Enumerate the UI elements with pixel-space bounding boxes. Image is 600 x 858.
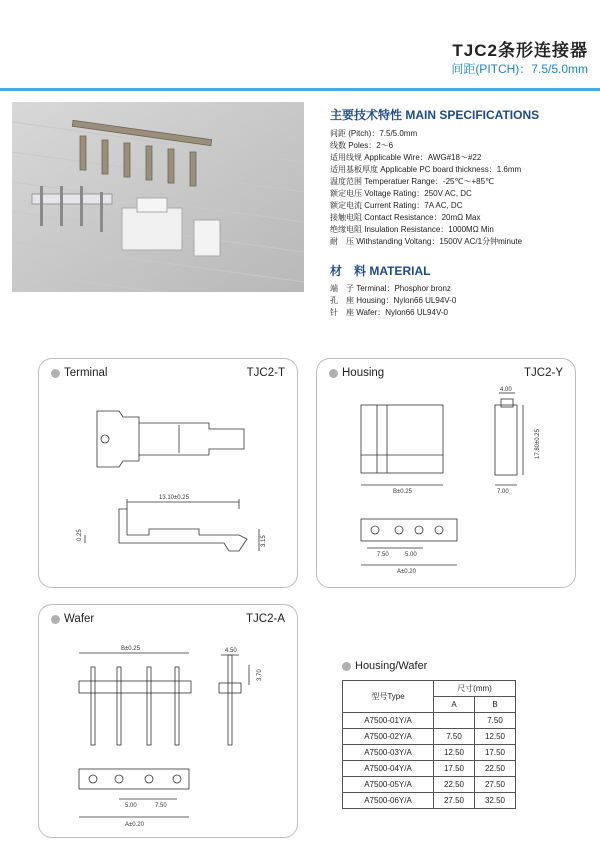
housing-panel-code: TJC2-Y	[524, 367, 563, 379]
specs-list	[330, 128, 522, 248]
table-title: Housing/Wafer	[342, 660, 427, 672]
wafer-dim-b: B±0.25	[121, 646, 140, 652]
housing-drawing	[317, 359, 575, 587]
wafer-dim-pitch2: 7.50	[155, 803, 167, 809]
housing-dim-depth: 7.00	[497, 489, 509, 495]
material-item: 孔 座 Housing：Nylon66 UL94V-0	[330, 296, 457, 305]
wafer-dim-height: 3.70	[257, 669, 263, 681]
bullet-icon	[51, 369, 60, 378]
wafer-dim-width: 4.50	[225, 648, 237, 654]
terminal-panel-code: TJC2-T	[246, 367, 285, 379]
page-title: TJC2条形连接器	[452, 41, 588, 60]
terminal-dim-length: 13.10±0.25	[159, 495, 189, 501]
specs-title: 主要技术特性 MAIN SPECIFICATIONS	[330, 108, 540, 122]
spec-item: 间距 (Pitch)：7.5/5.0mm	[330, 129, 418, 138]
bullet-icon	[329, 369, 338, 378]
bullet-icon	[342, 662, 351, 671]
housing-panel-title: Housing	[329, 367, 384, 379]
wafer-dim-pitch1: 5.00	[125, 803, 137, 809]
wafer-panel-code: TJC2-A	[246, 613, 285, 625]
wafer-dim-a: A±0.20	[125, 822, 144, 828]
header-divider	[0, 88, 600, 91]
table-row: A7500-02Y/A 7.50 12.50	[343, 729, 516, 745]
wafer-panel	[38, 604, 298, 838]
terminal-panel	[38, 358, 298, 588]
table-header-a: A	[434, 697, 475, 713]
table-row: A7500-03Y/A 12.50 17.50	[343, 745, 516, 761]
table-header-size: 尺寸(mm)	[434, 681, 516, 697]
housing-dim-pitch1: 7.50	[377, 552, 389, 558]
spec-item: 适用线规 Applicable Wire：AWG#18～#22	[330, 153, 482, 162]
spec-item: 温度范围 Temperatuer Range：-25℃～+85℃	[330, 177, 495, 186]
housing-panel	[316, 358, 576, 588]
housing-dim-height: 17.80±0.25	[535, 429, 541, 459]
bullet-icon	[51, 615, 60, 624]
terminal-dim-height: 3.15	[261, 535, 267, 547]
table-row: A7500-06Y/A 27.50 32.50	[343, 793, 516, 809]
terminal-dim-thickness: 0.25	[77, 529, 83, 541]
spec-item: 额定电流 Current Rating：7A AC, DC	[330, 201, 463, 210]
terminal-panel-title: Terminal	[51, 367, 107, 379]
terminal-drawing	[39, 359, 297, 587]
page-subtitle: 间距(PITCH)：7.5/5.0mm	[451, 62, 588, 76]
wafer-panel-title: Wafer	[51, 613, 94, 625]
table-row: A7500-01Y/A 7.50	[343, 713, 516, 729]
spec-item: 额定电压 Voltage Rating：250V AC, DC	[330, 189, 472, 198]
wafer-drawing	[39, 605, 297, 837]
material-title: 材 料 MATERIAL	[330, 264, 431, 278]
table-header-type: 型号Type	[343, 681, 434, 713]
table-row: A7500-05Y/A 22.50 27.50	[343, 777, 516, 793]
spec-item: 绝缘电阻 Insulation Resistance：1000MΩ Min	[330, 225, 494, 234]
housing-dim-pitch2: 5.00	[405, 552, 417, 558]
housing-dim-b: B±0.25	[393, 489, 412, 495]
table-header-b: B	[475, 697, 516, 713]
housing-dim-width: 4.00	[500, 387, 512, 393]
spec-item: 线数 Poles：2～6	[330, 141, 394, 150]
housing-wafer-table	[342, 680, 516, 809]
material-list	[330, 283, 456, 319]
table-row: A7500-04Y/A 17.50 22.50	[343, 761, 516, 777]
spec-item: 耐 压 Withstanding Voltang：1500V AC/1分钟minute	[330, 237, 523, 246]
spec-item: 适用基板厚度 Applicable PC board thickness：1.6mm	[330, 165, 522, 174]
material-item: 针 座 Wafer：Nylon66 UL94V-0	[330, 308, 448, 317]
housing-dim-a: A±0.20	[397, 569, 416, 575]
material-item: 端 子 Terminal：Phosphor bronz	[330, 284, 451, 293]
product-photo	[12, 102, 304, 292]
spec-item: 接触电阻 Contact Resistance：20mΩ Max	[330, 213, 481, 222]
